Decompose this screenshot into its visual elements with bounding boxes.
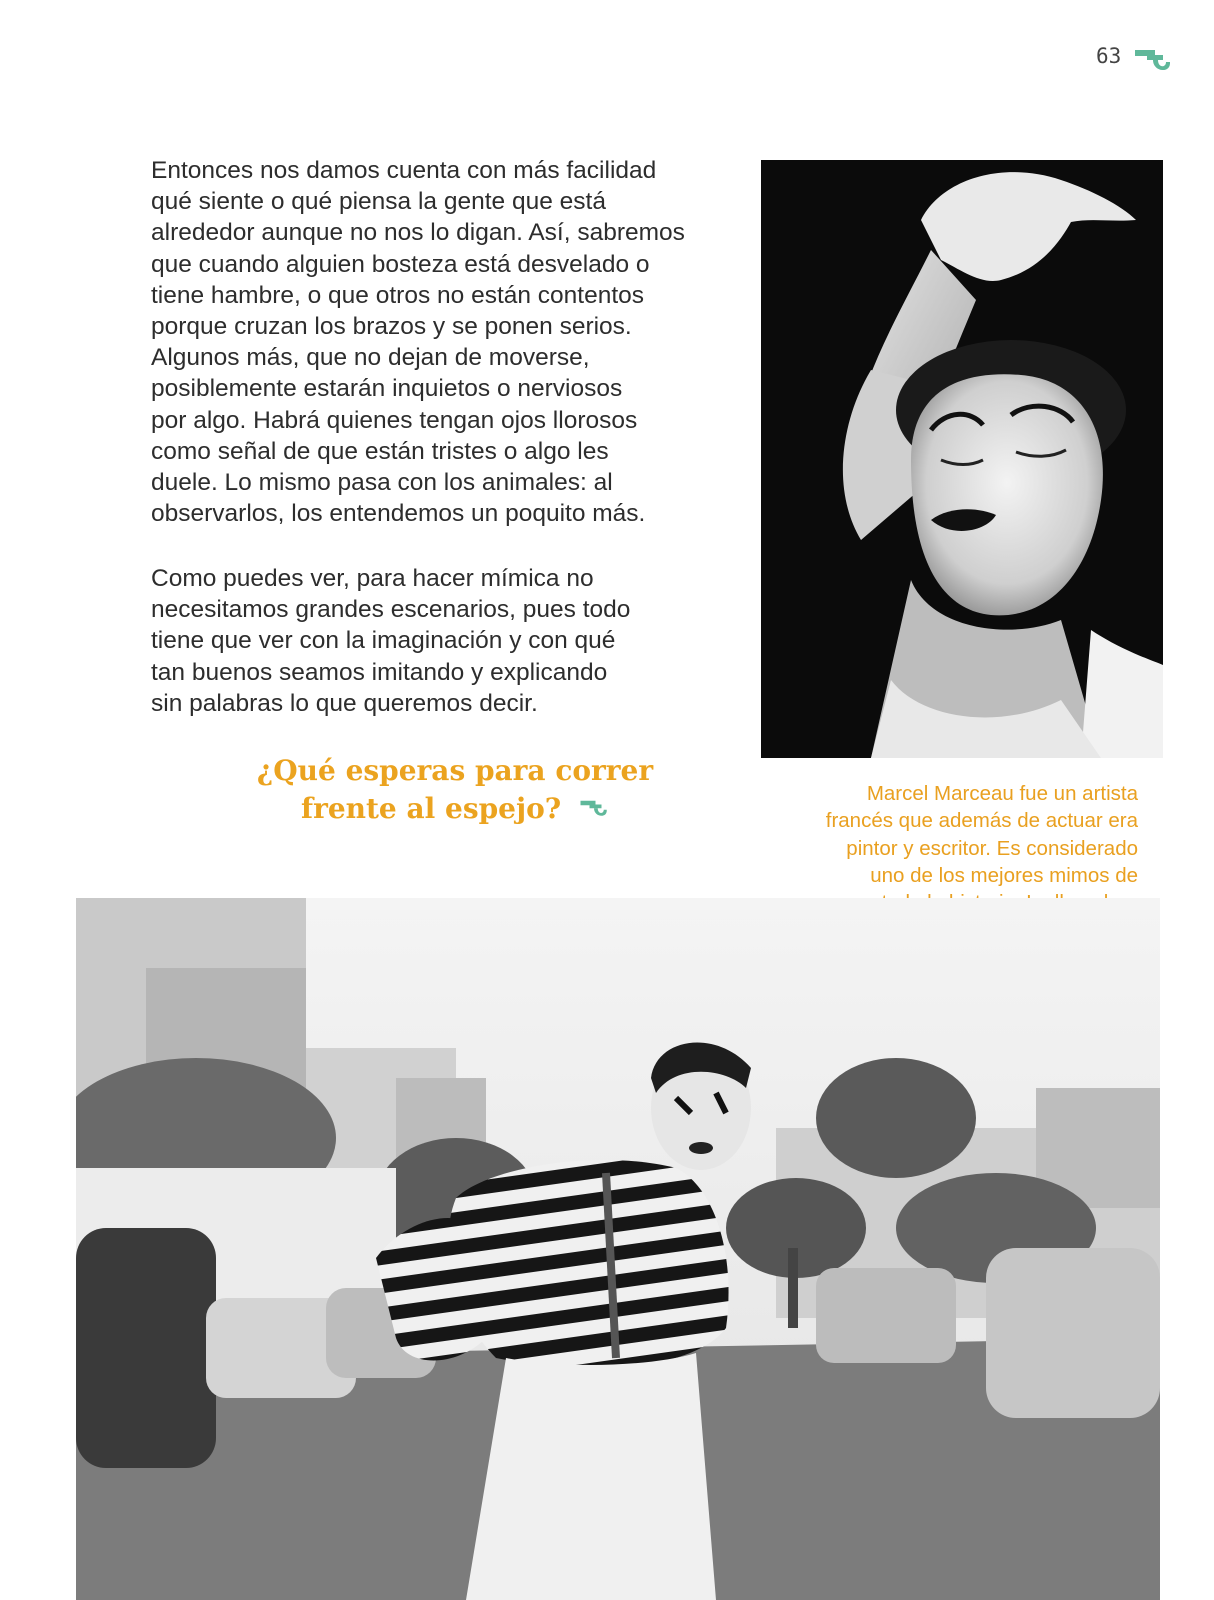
text-line: duele. Lo mismo pasa con los animales: al (151, 469, 613, 497)
text-line: posiblemente estarán inquietos o nerviosos (151, 375, 623, 403)
marcel-marceau-photo (761, 160, 1163, 758)
callout-question (200, 752, 710, 832)
text-line: necesitamos grandes escenarios, pues todo (151, 596, 631, 624)
text-line: tiene hambre, o que otros no están contentos (151, 281, 645, 309)
text-line: alrededor aunque no nos lo digan. Así, sabremos (151, 219, 685, 247)
text-line: Como puedes ver, para hacer mímica no (151, 565, 594, 592)
text-line: que cuando alguien bosteza está desvelado o (151, 250, 650, 278)
text-line: porque cruzan los brazos y se ponen serios. (151, 313, 632, 341)
text-line: Algunos más, que no dejan de moverse, (151, 344, 590, 372)
caption-line: francés que además de actuar era (825, 809, 1138, 833)
text-line: tiene que ver con la imaginación y con qué (151, 627, 616, 655)
curl-arrow-icon (1133, 44, 1173, 78)
page-number: 63 (1096, 44, 1122, 68)
text-line: como señal de que están tristes o algo les (151, 437, 609, 465)
text-line: observarlos, los entendemos un poquito más. (151, 500, 646, 528)
text-line: por algo. Habrá quienes tengan ojos llorosos (151, 406, 638, 434)
caption-line: uno de los mejores mimos de (870, 863, 1138, 887)
text-line: Entonces nos damos cuenta con más facilidad (151, 157, 657, 184)
caption-line: pintor y escritor. Es considerado (846, 836, 1138, 860)
body-paragraph-1 (151, 155, 751, 529)
street-mime-photo (76, 898, 1160, 1600)
callout-line: ¿Qué esperas para correr (256, 754, 654, 787)
callout-line (200, 790, 710, 832)
callout-line-text: frente al espejo? (301, 792, 562, 825)
body-paragraph-2 (151, 563, 751, 719)
caption-line: Marcel Marceau fue un artista (866, 782, 1138, 805)
curl-arrow-icon (579, 794, 609, 832)
text-line: qué siente o qué piensa la gente que está (151, 188, 606, 216)
text-line: sin palabras lo que queremos decir. (151, 689, 538, 717)
text-line: tan buenos seamos imitando y explicando (151, 658, 608, 686)
